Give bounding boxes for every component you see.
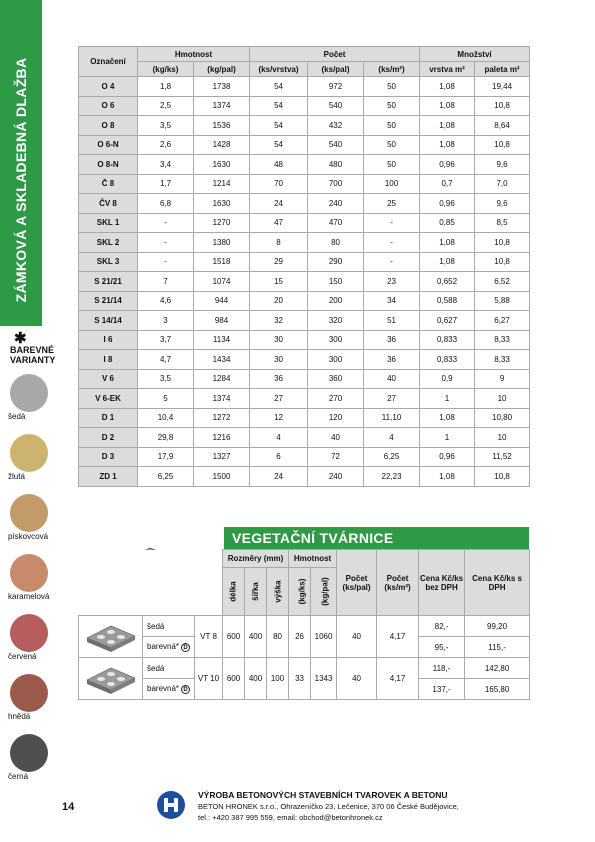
color-variants-title: BAREVNÉ VARIANTY: [10, 345, 56, 365]
swatch-label: pískovcová: [8, 532, 49, 541]
table-cell: 9: [475, 369, 530, 389]
table-row: [79, 77, 530, 97]
product-code: VT 8: [195, 616, 223, 658]
d-badge-icon: D: [181, 643, 190, 652]
table-cell: 50: [364, 135, 420, 155]
table-cell: 0,588: [420, 291, 475, 311]
col-header-dims: Rozměry (mm): [223, 550, 289, 568]
table-cell: 0,627: [420, 311, 475, 331]
footer-text: [198, 790, 528, 822]
col-header-vrstva-m2: vrstva m²: [420, 62, 475, 77]
swatch-label: karamelová: [8, 592, 50, 601]
table-row: [79, 272, 530, 292]
table-cell: 19,44: [475, 77, 530, 97]
product-ks-pal: 40: [337, 616, 377, 658]
footer-contact: tel.: +420 387 995 559, email: obchod@betonhronek.cz: [198, 813, 383, 822]
price-inc-vat: 99,20: [465, 616, 530, 637]
table-cell: 50: [364, 96, 420, 116]
table-cell: 0,96: [420, 447, 475, 467]
table-cell: 3,5: [138, 369, 194, 389]
row-code: D 2: [79, 428, 138, 448]
table-row: [79, 447, 530, 467]
table-cell: 30: [250, 330, 308, 350]
variant-color: šedá: [143, 658, 195, 679]
row-code: S 21/14: [79, 291, 138, 311]
table-cell: 15: [250, 272, 308, 292]
table-cell: 48: [250, 155, 308, 175]
table-cell: 10,8: [475, 252, 530, 272]
table-row: [79, 408, 530, 428]
table-cell: 300: [308, 350, 364, 370]
table-cell: 9,6: [475, 194, 530, 214]
table-row: [79, 194, 530, 214]
table-cell: 2,5: [138, 96, 194, 116]
swatch-sandstone: [10, 494, 48, 532]
col-header-amount: Množství: [420, 47, 530, 62]
table-cell: 50: [364, 77, 420, 97]
table-cell: 0,833: [420, 330, 475, 350]
table-cell: 8,5: [475, 213, 530, 233]
table-cell: 150: [308, 272, 364, 292]
product-length: 600: [223, 616, 245, 658]
paving-table: [78, 46, 530, 487]
swatch-gray: [10, 374, 48, 412]
sidebar-title: ZÁMKOVÁ A SKLADEBNÁ DLAŽBA: [13, 57, 29, 303]
table-cell: 540: [308, 96, 364, 116]
table-cell: 1270: [194, 213, 250, 233]
table-cell: 7,0: [475, 174, 530, 194]
table-cell: 36: [364, 350, 420, 370]
table-cell: 20: [250, 291, 308, 311]
swatch-label: hnědá: [8, 712, 31, 721]
table-cell: 80: [308, 233, 364, 253]
table-cell: 9,6: [475, 155, 530, 175]
col-header-price-inc: Cena Kč/ks s DPH: [465, 550, 530, 616]
product-height: 80: [267, 616, 289, 658]
row-code: O 4: [79, 77, 138, 97]
table-row: [79, 135, 530, 155]
table-cell: 0,96: [420, 155, 475, 175]
table-cell: 432: [308, 116, 364, 136]
swatch-label: šedá: [8, 412, 26, 421]
table-cell: 3: [138, 311, 194, 331]
table-cell: 6,25: [364, 447, 420, 467]
row-code: ČV 8: [79, 194, 138, 214]
col-header-weight: Hmotnost: [289, 550, 337, 568]
product-width: 400: [245, 616, 267, 658]
table-cell: 3,4: [138, 155, 194, 175]
table-cell: 27: [250, 389, 308, 409]
table-cell: 10,8: [475, 233, 530, 253]
table-cell: 1074: [194, 272, 250, 292]
row-code: O 6-N: [79, 135, 138, 155]
footer-address: BETON HRONEK s.r.o., Ohrazeníčko 23, Lečenice, 370 06 České Budějovice,: [198, 802, 459, 811]
table-cell: 1272: [194, 408, 250, 428]
table-cell: -: [138, 233, 194, 253]
table-row: [79, 350, 530, 370]
table-cell: 240: [308, 467, 364, 487]
row-code: O 8: [79, 116, 138, 136]
row-code: S 14/14: [79, 311, 138, 331]
col-header-weight: Hmotnost: [138, 47, 250, 62]
table-cell: 0,652: [420, 272, 475, 292]
table-cell: 1738: [194, 77, 250, 97]
table-cell: 1,08: [420, 135, 475, 155]
table-cell: 6: [250, 447, 308, 467]
table-cell: 1,08: [420, 116, 475, 136]
col-header-code: Označení: [79, 47, 138, 77]
col-header-count: Počet: [250, 47, 420, 62]
product-ks-m2: 4,17: [377, 658, 419, 700]
table-cell: 7: [138, 272, 194, 292]
price-ex-vat: 118,-: [419, 658, 465, 679]
table-cell: 1434: [194, 350, 250, 370]
table-cell: 40: [308, 428, 364, 448]
table-cell: 6,25: [138, 467, 194, 487]
vegetation-title: VEGETAČNÍ TVÁRNICE: [224, 527, 529, 549]
footer-title: VÝROBA BETONOVÝCH STAVEBNÍCH TVAROVEK A BETONU: [198, 790, 448, 800]
product-ks-m2: 4,17: [377, 616, 419, 658]
col-header-count-m2: Počet (ks/m²): [377, 550, 419, 616]
table-cell: 1374: [194, 389, 250, 409]
row-code: SKL 2: [79, 233, 138, 253]
table-cell: 0,85: [420, 213, 475, 233]
product-code: VT 10: [195, 658, 223, 700]
table-cell: 0,9: [420, 369, 475, 389]
table-cell: 0,96: [420, 194, 475, 214]
table-cell: 8: [250, 233, 308, 253]
table-row: [79, 213, 530, 233]
price-inc-vat: 165,80: [465, 679, 530, 700]
table-row: [79, 116, 530, 136]
table-cell: 5: [138, 389, 194, 409]
table-cell: 50: [364, 155, 420, 175]
table-cell: 4,6: [138, 291, 194, 311]
product-length: 600: [223, 658, 245, 700]
table-cell: 6,27: [475, 311, 530, 331]
table-cell: 51: [364, 311, 420, 331]
row-code: SKL 3: [79, 252, 138, 272]
table-cell: 6,8: [138, 194, 194, 214]
table-cell: 972: [308, 77, 364, 97]
col-header-kg-pal: (kg/pal): [311, 568, 337, 616]
table-cell: 240: [308, 194, 364, 214]
table-cell: 34: [364, 291, 420, 311]
table-row: [79, 369, 530, 389]
product-kg-ks: 26: [289, 616, 311, 658]
price-ex-vat: 95,-: [419, 637, 465, 658]
row-code: O 6: [79, 96, 138, 116]
col-header-paleta-m2: paleta m²: [475, 62, 530, 77]
swatch-brown: [10, 674, 48, 712]
table-cell: -: [364, 252, 420, 272]
table-cell: 1327: [194, 447, 250, 467]
col-header-height: výška: [267, 568, 289, 616]
row-code: V 6: [79, 369, 138, 389]
product-thumbnail: [79, 658, 143, 700]
col-header-count-pal: Počet (ks/pal): [337, 550, 377, 616]
table-cell: 72: [308, 447, 364, 467]
table-cell: 10,8: [475, 135, 530, 155]
table-cell: 0,7: [420, 174, 475, 194]
table-cell: 36: [364, 330, 420, 350]
table-cell: 540: [308, 135, 364, 155]
table-cell: 1214: [194, 174, 250, 194]
table-row: [79, 174, 530, 194]
swatch-label: černá: [8, 772, 29, 781]
table-cell: 3,5: [138, 116, 194, 136]
table-cell: -: [364, 213, 420, 233]
col-header-ks-pal: (ks/pal): [308, 62, 364, 77]
row-code: ZD 1: [79, 467, 138, 487]
table-cell: 1380: [194, 233, 250, 253]
table-cell: 12: [250, 408, 308, 428]
table-cell: 54: [250, 135, 308, 155]
table-cell: 11,10: [364, 408, 420, 428]
table-cell: 70: [250, 174, 308, 194]
row-code: SKL 1: [79, 213, 138, 233]
product-kg-ks: 33: [289, 658, 311, 700]
col-header-width: šířka: [245, 568, 267, 616]
page-number: 14: [62, 801, 75, 813]
image-cell: [79, 550, 223, 616]
row-code: D 3: [79, 447, 138, 467]
table-cell: 1428: [194, 135, 250, 155]
table-cell: 10,8: [475, 96, 530, 116]
product-thumbnail: [79, 616, 143, 658]
product-ks-pal: 40: [337, 658, 377, 700]
product-width: 400: [245, 658, 267, 700]
swatch-caramel: [10, 554, 48, 592]
price-inc-vat: 142,80: [465, 658, 530, 679]
table-cell: 1,08: [420, 96, 475, 116]
table-cell: 24: [250, 467, 308, 487]
table-cell: 8,33: [475, 330, 530, 350]
table-cell: 1,08: [420, 467, 475, 487]
table-cell: 8,33: [475, 350, 530, 370]
table-cell: 1,08: [420, 408, 475, 428]
row-code: I 8: [79, 350, 138, 370]
table-cell: 200: [308, 291, 364, 311]
table-cell: 100: [364, 174, 420, 194]
table-cell: 36: [250, 369, 308, 389]
table-cell: 1216: [194, 428, 250, 448]
table-cell: 10,80: [475, 408, 530, 428]
table-row: [79, 428, 530, 448]
row-code: Č 8: [79, 174, 138, 194]
table-cell: 1284: [194, 369, 250, 389]
col-header-kg-pal: (kg/pal): [194, 62, 250, 77]
product-height: 100: [267, 658, 289, 700]
table-cell: 290: [308, 252, 364, 272]
table-cell: 25: [364, 194, 420, 214]
table-cell: 3,7: [138, 330, 194, 350]
swatch-label: červená: [8, 652, 37, 661]
table-cell: -: [364, 233, 420, 253]
table-row: [79, 155, 530, 175]
table-cell: 10: [475, 389, 530, 409]
product-kg-pal: 1343: [311, 658, 337, 700]
variant-color: barevná* D: [143, 637, 195, 658]
table-cell: 1,08: [420, 77, 475, 97]
row-code: V 6-EK: [79, 389, 138, 409]
table-cell: 1: [420, 389, 475, 409]
table-cell: 1536: [194, 116, 250, 136]
table-cell: 1: [420, 428, 475, 448]
table-cell: 1518: [194, 252, 250, 272]
swatch-red: [10, 614, 48, 652]
price-inc-vat: 115,-: [465, 637, 530, 658]
variant-color: šedá: [143, 616, 195, 637]
table-cell: 22,23: [364, 467, 420, 487]
table-cell: 10,8: [475, 467, 530, 487]
table-cell: 1,08: [420, 252, 475, 272]
price-ex-vat: 82,-: [419, 616, 465, 637]
table-cell: 1374: [194, 96, 250, 116]
table-cell: 4: [364, 428, 420, 448]
col-header-kg-ks: (kg/ks): [138, 62, 194, 77]
table-cell: 1630: [194, 155, 250, 175]
table-row: [79, 467, 530, 487]
table-row: [79, 330, 530, 350]
col-header-kg-ks: (kg/ks): [289, 568, 311, 616]
row-code: D 1: [79, 408, 138, 428]
table-cell: 8,64: [475, 116, 530, 136]
swatch-label: žlutá: [8, 472, 25, 481]
table-cell: 54: [250, 96, 308, 116]
swatch-black: [10, 734, 48, 772]
table-cell: 0,833: [420, 350, 475, 370]
table-row: [79, 389, 530, 409]
col-header-ks-m2: (ks/m²): [364, 62, 420, 77]
table-cell: 6,52: [475, 272, 530, 292]
col-header-ks-vrstva: (ks/vrstva): [250, 62, 308, 77]
table-cell: 27: [364, 389, 420, 409]
table-row: [79, 252, 530, 272]
product-kg-pal: 1060: [311, 616, 337, 658]
table-cell: 1,7: [138, 174, 194, 194]
table-cell: 23: [364, 272, 420, 292]
table-cell: 29,8: [138, 428, 194, 448]
table-cell: 700: [308, 174, 364, 194]
table-cell: 320: [308, 311, 364, 331]
table-cell: 470: [308, 213, 364, 233]
table-cell: 30: [250, 350, 308, 370]
table-cell: 2,6: [138, 135, 194, 155]
table-cell: -: [138, 252, 194, 272]
table-cell: 360: [308, 369, 364, 389]
row-code: O 8-N: [79, 155, 138, 175]
price-ex-vat: 137,-: [419, 679, 465, 700]
table-cell: 50: [364, 116, 420, 136]
table-cell: 1,08: [420, 233, 475, 253]
table-cell: 1500: [194, 467, 250, 487]
col-header-length: délka: [223, 568, 245, 616]
table-row: [79, 233, 530, 253]
table-cell: 1134: [194, 330, 250, 350]
col-header-price-ex: Cena Kč/ks bez DPH: [419, 550, 465, 616]
table-cell: 17,9: [138, 447, 194, 467]
table-row: [79, 311, 530, 331]
table-cell: 40: [364, 369, 420, 389]
table-cell: -: [138, 213, 194, 233]
table-cell: 47: [250, 213, 308, 233]
table-cell: 1,8: [138, 77, 194, 97]
company-logo-icon: [156, 790, 186, 820]
asterisk-icon: ✱: [14, 330, 27, 347]
table-cell: 270: [308, 389, 364, 409]
table-cell: 32: [250, 311, 308, 331]
table-cell: 10: [475, 428, 530, 448]
table-cell: 984: [194, 311, 250, 331]
sidebar-title-box: [0, 0, 42, 326]
table-cell: 54: [250, 116, 308, 136]
table-cell: 1630: [194, 194, 250, 214]
table-row: [79, 96, 530, 116]
row-code: I 6: [79, 330, 138, 350]
table-cell: 480: [308, 155, 364, 175]
d-badge-icon: D: [181, 685, 190, 694]
table-cell: 4: [250, 428, 308, 448]
table-cell: 54: [250, 77, 308, 97]
table-cell: 120: [308, 408, 364, 428]
table-cell: 11,52: [475, 447, 530, 467]
table-cell: 24: [250, 194, 308, 214]
vegetation-table: [78, 549, 530, 700]
swatch-yellow: [10, 434, 48, 472]
row-code: S 21/21: [79, 272, 138, 292]
table-cell: 5,88: [475, 291, 530, 311]
table-cell: 944: [194, 291, 250, 311]
table-cell: 300: [308, 330, 364, 350]
table-cell: 4,7: [138, 350, 194, 370]
table-row: [79, 291, 530, 311]
variant-color: barevná* D: [143, 679, 195, 700]
table-cell: 29: [250, 252, 308, 272]
table-cell: 10,4: [138, 408, 194, 428]
